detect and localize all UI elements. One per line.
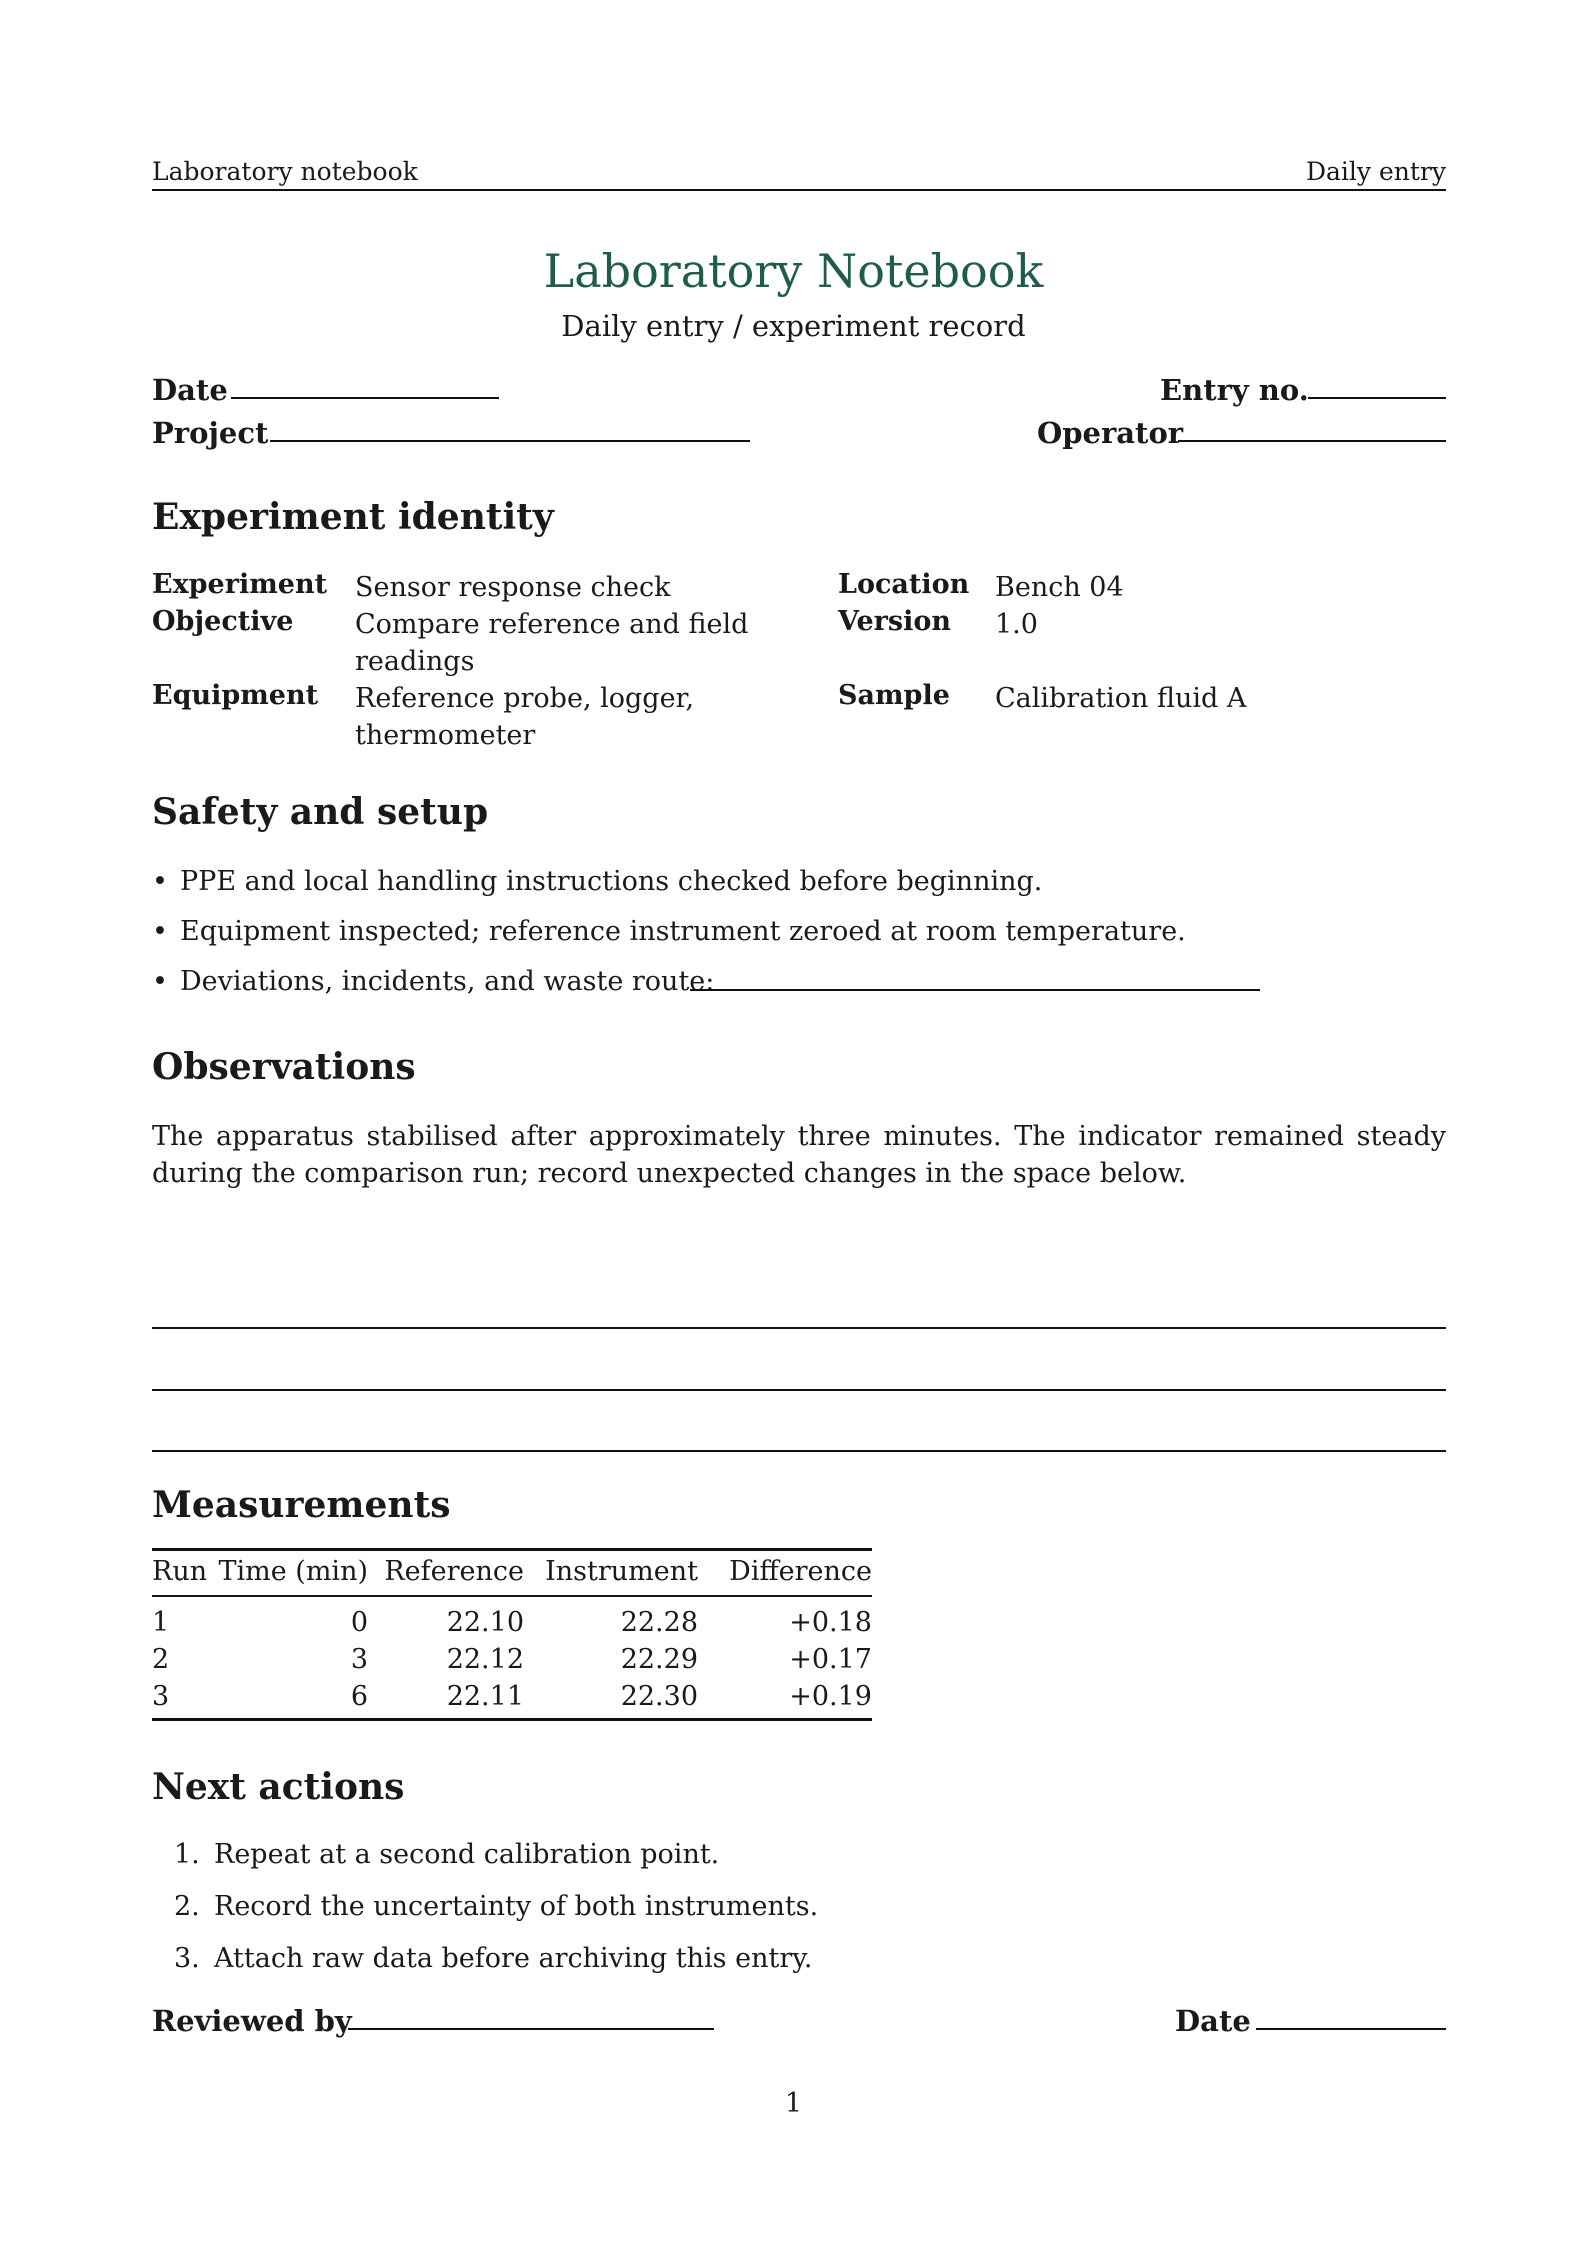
list-number: 2. bbox=[174, 1891, 200, 1922]
deviations-field[interactable] bbox=[690, 989, 1260, 991]
cell-instrument: 22.30 bbox=[620, 1681, 698, 1712]
operator-field[interactable] bbox=[1178, 440, 1446, 442]
experiment-label: Experiment bbox=[152, 569, 328, 600]
sample-value: Calibration fluid A bbox=[995, 683, 1247, 714]
observation-line-3[interactable] bbox=[152, 1450, 1446, 1452]
date-label: Date bbox=[152, 373, 228, 407]
section-heading-identity: Experiment identity bbox=[152, 496, 554, 538]
list-item: • Deviations, incidents, and waste route: bbox=[152, 966, 715, 997]
table-row bbox=[152, 1641, 872, 1678]
reviewed-by-field[interactable] bbox=[348, 2028, 714, 2030]
cell-reference: 22.11 bbox=[446, 1681, 524, 1712]
bullet-icon: • bbox=[152, 966, 168, 997]
project-label: Project bbox=[152, 416, 269, 450]
location-value: Bench 04 bbox=[995, 572, 1124, 603]
version-label: Version bbox=[838, 606, 951, 637]
section-heading-next-actions: Next actions bbox=[152, 1766, 405, 1808]
experiment-value: Sensor response check bbox=[355, 572, 671, 603]
table-header-row bbox=[152, 1548, 872, 1596]
list-item: • PPE and local handling instructions checked before beginning. bbox=[152, 866, 1043, 897]
cell-instrument: 22.28 bbox=[620, 1607, 698, 1638]
review-date-label: Date bbox=[1175, 2004, 1251, 2038]
table-row bbox=[152, 1678, 872, 1720]
page-title: Laboratory Notebook bbox=[543, 244, 1044, 298]
cell-time: 6 bbox=[350, 1681, 368, 1712]
objective-label: Objective bbox=[152, 606, 294, 637]
cell-instrument: 22.29 bbox=[620, 1644, 698, 1675]
objective-value: Compare reference and field readings bbox=[355, 609, 749, 677]
list-item: 1. Repeat at a second calibration point. bbox=[174, 1839, 720, 1870]
list-item: • Equipment inspected; reference instrument zeroed at room temperature. bbox=[152, 916, 1186, 947]
table-row bbox=[152, 1596, 872, 1641]
column-header-instrument: Instrument bbox=[545, 1556, 698, 1587]
observation-line-1[interactable] bbox=[152, 1327, 1446, 1329]
cell-difference: +0.18 bbox=[789, 1607, 872, 1638]
cell-run: 3 bbox=[152, 1681, 170, 1712]
running-header-right: Daily entry bbox=[1305, 157, 1446, 186]
running-header-left: Laboratory notebook bbox=[152, 157, 418, 186]
section-heading-safety: Safety and setup bbox=[152, 791, 489, 833]
project-field[interactable] bbox=[270, 440, 750, 442]
column-header-difference: Difference bbox=[729, 1556, 872, 1587]
observations-text: The apparatus stabilised after approximately three minutes. The indicator remained steady during the comparison run; record unexpected changes in the space below. bbox=[152, 1121, 1446, 1189]
list-number: 1. bbox=[174, 1839, 200, 1870]
column-header-time: Time (min) bbox=[218, 1556, 368, 1587]
location-label: Location bbox=[838, 569, 970, 600]
version-value: 1.0 bbox=[995, 609, 1038, 640]
section-heading-observations: Observations bbox=[152, 1046, 416, 1088]
equipment-value: Reference probe, logger, thermometer bbox=[355, 683, 695, 751]
page-number: 1 bbox=[784, 2088, 803, 2119]
sample-label: Sample bbox=[838, 680, 950, 711]
equipment-label: Equipment bbox=[152, 680, 319, 711]
cell-difference: +0.17 bbox=[789, 1644, 872, 1675]
list-item: 3. Attach raw data before archiving this entry. bbox=[174, 1943, 813, 1974]
cell-difference: +0.19 bbox=[789, 1681, 872, 1712]
operator-label: Operator bbox=[1037, 416, 1184, 450]
cell-reference: 22.12 bbox=[446, 1644, 524, 1675]
cell-reference: 22.10 bbox=[446, 1607, 524, 1638]
column-header-reference: Reference bbox=[384, 1556, 524, 1587]
reviewed-by-label: Reviewed by bbox=[152, 2004, 352, 2038]
review-date-field[interactable] bbox=[1256, 2028, 1446, 2030]
cell-run: 2 bbox=[152, 1644, 170, 1675]
bullet-icon: • bbox=[152, 866, 168, 897]
entry-no-field[interactable] bbox=[1308, 397, 1446, 399]
cell-time: 0 bbox=[350, 1607, 368, 1638]
list-item: 2. Record the uncertainty of both instruments. bbox=[174, 1891, 819, 1922]
measurements-table bbox=[152, 1548, 872, 1721]
page-subtitle: Daily entry / experiment record bbox=[561, 309, 1026, 343]
bullet-icon: • bbox=[152, 916, 168, 947]
entry-no-label: Entry no. bbox=[1160, 373, 1309, 407]
column-header-run: Run bbox=[152, 1556, 208, 1587]
list-number: 3. bbox=[174, 1943, 200, 1974]
section-heading-measurements: Measurements bbox=[152, 1484, 451, 1526]
cell-run: 1 bbox=[152, 1607, 170, 1638]
cell-time: 3 bbox=[350, 1644, 368, 1675]
date-field[interactable] bbox=[231, 397, 499, 399]
header-rule bbox=[152, 189, 1446, 191]
observation-line-2[interactable] bbox=[152, 1389, 1446, 1391]
